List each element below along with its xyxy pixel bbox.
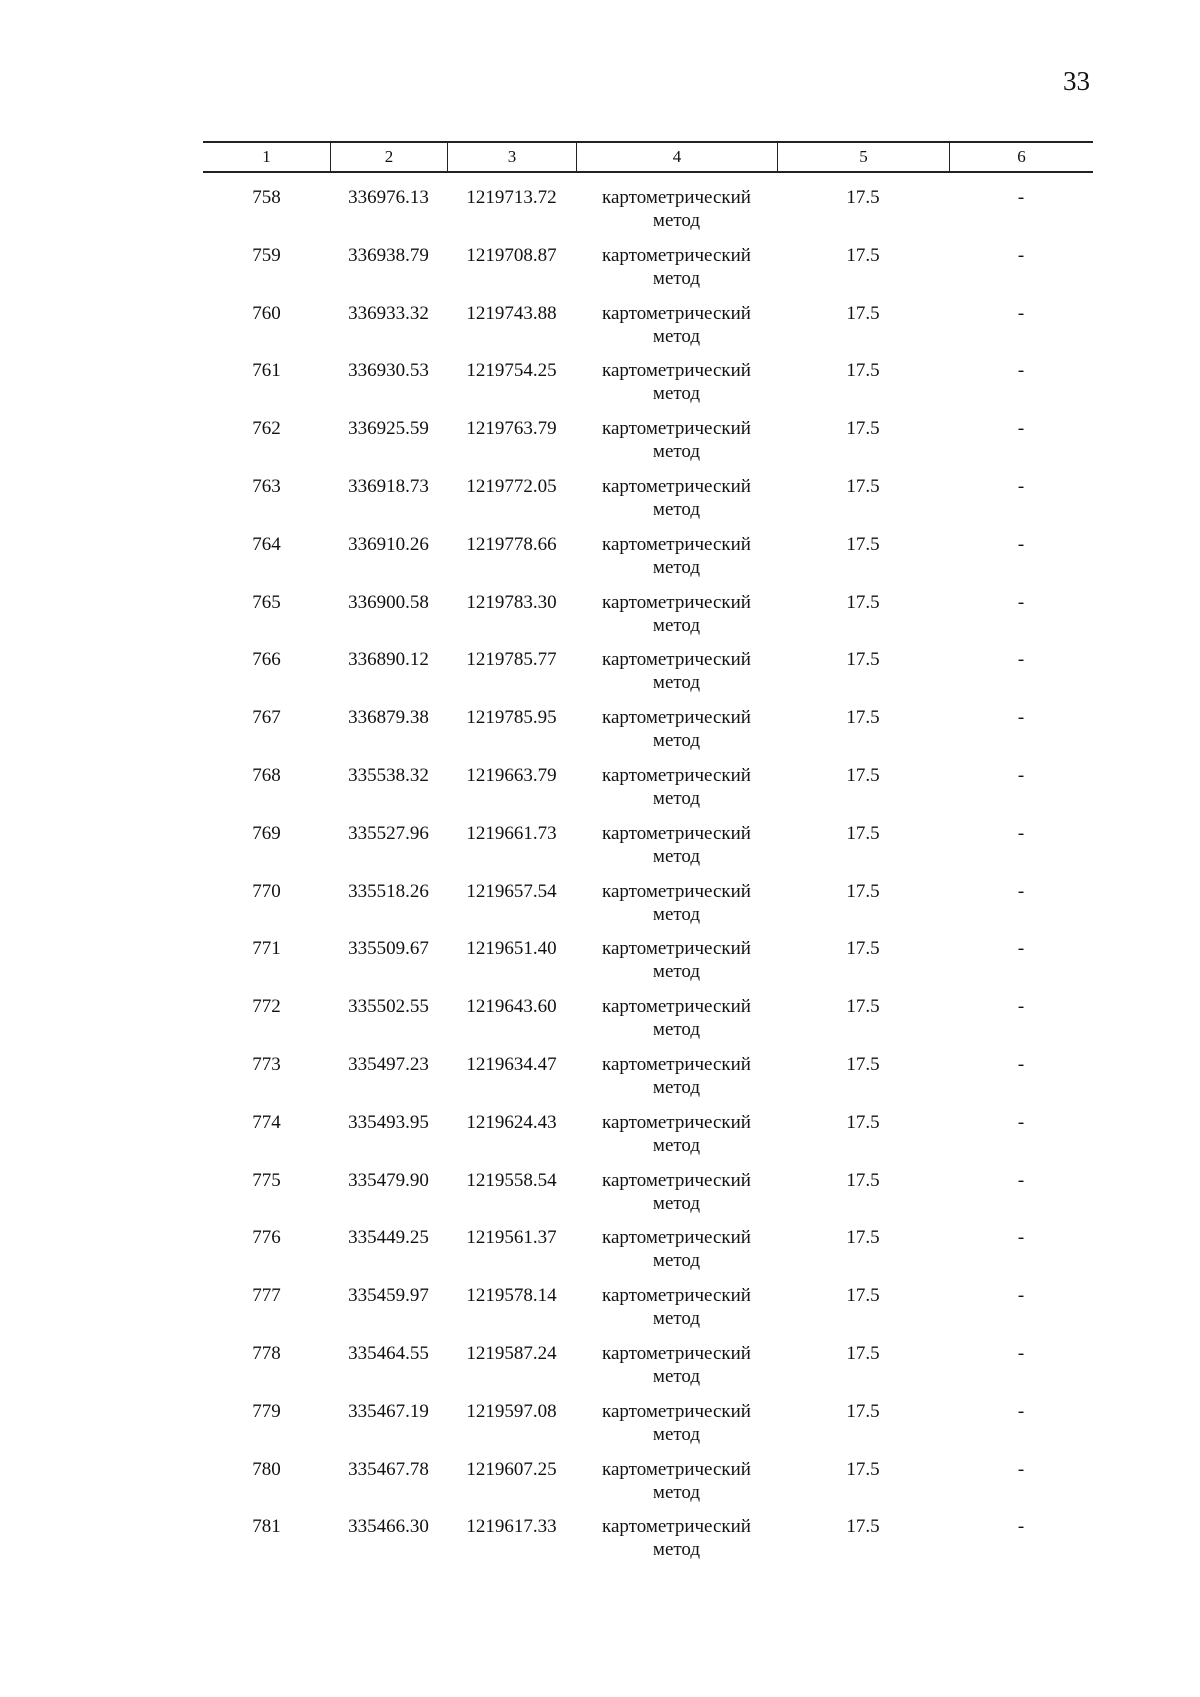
- method-cell: [576, 417, 777, 475]
- value-cell: 17.5: [846, 360, 880, 382]
- extra-cell: -: [1017, 649, 1025, 671]
- method-line-1: картометрический: [602, 302, 751, 324]
- method-line-1: картометрический: [602, 1227, 751, 1249]
- value-cell: 17.5: [846, 533, 880, 555]
- method-cell: [576, 533, 777, 591]
- table-row: [203, 1226, 1093, 1284]
- y-coordinate-cell: 1219785.95: [466, 707, 557, 729]
- table-row: [203, 533, 1093, 591]
- method-line-2: метод: [652, 498, 701, 520]
- method-cell: [576, 937, 777, 995]
- method-cell: [576, 764, 777, 822]
- method-line-2: метод: [652, 1423, 701, 1445]
- table-row: [203, 1515, 1093, 1573]
- extra-cell: -: [1017, 360, 1025, 382]
- y-coordinate-cell: 1219661.73: [466, 822, 557, 844]
- x-coordinate-cell: 336918.73: [348, 475, 429, 497]
- method-line-1: картометрический: [602, 591, 751, 613]
- table-row: [203, 706, 1093, 764]
- value-cell: 17.5: [846, 475, 880, 497]
- extra-cell: -: [1017, 1458, 1025, 1480]
- y-coordinate-cell: 1219643.60: [466, 996, 557, 1018]
- method-cell: [576, 302, 777, 360]
- value-cell: 17.5: [846, 707, 880, 729]
- extra-cell: -: [1017, 533, 1025, 555]
- table-row: [203, 1342, 1093, 1400]
- table-row: [203, 591, 1093, 649]
- x-coordinate-cell: 335464.55: [348, 1342, 429, 1364]
- method-line-2: метод: [652, 1308, 701, 1330]
- column-header-4: 4: [576, 143, 777, 171]
- extra-cell: -: [1017, 1227, 1025, 1249]
- point-number-cell: 781: [252, 1516, 281, 1538]
- point-number-cell: 774: [252, 1111, 281, 1133]
- point-number-cell: 778: [252, 1342, 281, 1364]
- column-header-2: 2: [330, 143, 447, 171]
- value-cell: 17.5: [846, 1053, 880, 1075]
- extra-cell: -: [1017, 996, 1025, 1018]
- method-line-1: картометрический: [602, 1111, 751, 1133]
- table-row: [203, 1458, 1093, 1516]
- extra-cell: -: [1017, 1111, 1025, 1133]
- y-coordinate-cell: 1219651.40: [466, 938, 557, 960]
- value-cell: 17.5: [846, 1516, 880, 1538]
- y-coordinate-cell: 1219578.14: [466, 1285, 557, 1307]
- value-cell: 17.5: [846, 302, 880, 324]
- method-cell: [576, 1111, 777, 1169]
- point-number-cell: 766: [252, 649, 281, 671]
- method-line-2: метод: [652, 903, 701, 925]
- method-line-1: картометрический: [602, 822, 751, 844]
- value-cell: 17.5: [846, 880, 880, 902]
- method-line-2: метод: [652, 672, 701, 694]
- table-row: [203, 244, 1093, 302]
- extra-cell: -: [1017, 938, 1025, 960]
- point-number-cell: 772: [252, 996, 281, 1018]
- extra-cell: -: [1017, 1400, 1025, 1422]
- method-line-1: картометрический: [602, 1285, 751, 1307]
- table-header: [203, 141, 1093, 173]
- method-line-1: картометрический: [602, 418, 751, 440]
- extra-cell: -: [1017, 764, 1025, 786]
- method-line-2: метод: [652, 845, 701, 867]
- method-cell: [576, 591, 777, 649]
- x-coordinate-cell: 335467.19: [348, 1400, 429, 1422]
- method-line-2: метод: [652, 1365, 701, 1387]
- point-number-cell: 758: [252, 187, 281, 208]
- y-coordinate-cell: 1219772.05: [466, 475, 557, 497]
- table-row: [203, 1400, 1093, 1458]
- table-row: [203, 995, 1093, 1053]
- point-number-cell: 779: [252, 1400, 281, 1422]
- extra-cell: -: [1017, 1053, 1025, 1075]
- y-coordinate-cell: 1219743.88: [466, 302, 557, 324]
- method-line-2: метод: [652, 1192, 701, 1214]
- x-coordinate-cell: 335502.55: [348, 996, 429, 1018]
- value-cell: 17.5: [846, 1111, 880, 1133]
- extra-cell: -: [1017, 475, 1025, 497]
- table-row: [203, 186, 1093, 244]
- page-number: 33: [1063, 66, 1090, 96]
- table-body: [203, 186, 1093, 1573]
- extra-cell: -: [1017, 591, 1025, 613]
- method-cell: [576, 706, 777, 764]
- method-line-2: метод: [652, 1481, 701, 1503]
- x-coordinate-cell: 335527.96: [348, 822, 429, 844]
- method-cell: [576, 822, 777, 880]
- method-cell: [576, 1342, 777, 1400]
- method-line-2: метод: [652, 1134, 701, 1156]
- method-line-1: картометрический: [602, 649, 751, 671]
- value-cell: 17.5: [846, 1342, 880, 1364]
- method-line-1: картометрический: [602, 707, 751, 729]
- method-line-2: метод: [652, 325, 701, 347]
- y-coordinate-cell: 1219587.24: [466, 1342, 557, 1364]
- y-coordinate-cell: 1219597.08: [466, 1400, 557, 1422]
- method-line-2: метод: [652, 787, 701, 809]
- value-cell: 17.5: [846, 591, 880, 613]
- table-row: [203, 764, 1093, 822]
- column-header-3: 3: [447, 143, 576, 171]
- table-row: [203, 475, 1093, 533]
- extra-cell: -: [1017, 707, 1025, 729]
- point-number-cell: 762: [252, 418, 281, 440]
- y-coordinate-cell: 1219624.43: [466, 1111, 557, 1133]
- method-line-1: картометрический: [602, 880, 751, 902]
- method-line-2: метод: [652, 730, 701, 752]
- y-coordinate-cell: 1219754.25: [466, 360, 557, 382]
- method-line-1: картометрический: [602, 1458, 751, 1480]
- method-line-2: метод: [652, 1250, 701, 1272]
- point-number-cell: 764: [252, 533, 281, 555]
- method-line-1: картометрический: [602, 360, 751, 382]
- x-coordinate-cell: 336933.32: [348, 302, 429, 324]
- point-number-cell: 776: [252, 1227, 281, 1249]
- table-row: [203, 937, 1093, 995]
- point-number-cell: 780: [252, 1458, 281, 1480]
- point-number-cell: 759: [252, 244, 281, 266]
- method-cell: [576, 1169, 777, 1227]
- method-cell: [576, 995, 777, 1053]
- x-coordinate-cell: 335459.97: [348, 1285, 429, 1307]
- y-coordinate-cell: 1219634.47: [466, 1053, 557, 1075]
- point-number-cell: 767: [252, 707, 281, 729]
- table-row: [203, 1169, 1093, 1227]
- value-cell: 17.5: [846, 996, 880, 1018]
- method-line-1: картометрический: [602, 938, 751, 960]
- value-cell: 17.5: [846, 187, 880, 208]
- x-coordinate-cell: 335466.30: [348, 1516, 429, 1538]
- method-cell: [576, 1284, 777, 1342]
- column-header-6: 6: [949, 143, 1093, 171]
- point-number-cell: 763: [252, 475, 281, 497]
- x-coordinate-cell: 335479.90: [348, 1169, 429, 1191]
- value-cell: 17.5: [846, 1458, 880, 1480]
- y-coordinate-cell: 1219657.54: [466, 880, 557, 902]
- value-cell: 17.5: [846, 1400, 880, 1422]
- x-coordinate-cell: 335493.95: [348, 1111, 429, 1133]
- value-cell: 17.5: [846, 418, 880, 440]
- method-cell: [576, 1515, 777, 1573]
- table-row: [203, 1284, 1093, 1342]
- value-cell: 17.5: [846, 1169, 880, 1191]
- extra-cell: -: [1017, 1169, 1025, 1191]
- point-number-cell: 761: [252, 360, 281, 382]
- x-coordinate-cell: 336910.26: [348, 533, 429, 555]
- method-cell: [576, 880, 777, 938]
- x-coordinate-cell: 335538.32: [348, 764, 429, 786]
- point-number-cell: 770: [252, 880, 281, 902]
- column-header-1: 1: [262, 147, 271, 166]
- table-row: [203, 359, 1093, 417]
- y-coordinate-cell: 1219783.30: [466, 591, 557, 613]
- method-cell: [576, 359, 777, 417]
- y-coordinate-cell: 1219763.79: [466, 418, 557, 440]
- x-coordinate-cell: 335449.25: [348, 1227, 429, 1249]
- extra-cell: -: [1017, 1342, 1025, 1364]
- x-coordinate-cell: 336930.53: [348, 360, 429, 382]
- method-line-2: метод: [652, 441, 701, 463]
- extra-cell: -: [1017, 1516, 1025, 1538]
- table-row: [203, 822, 1093, 880]
- method-cell: [576, 1400, 777, 1458]
- x-coordinate-cell: 335509.67: [348, 938, 429, 960]
- method-cell: [576, 1226, 777, 1284]
- method-cell: [576, 244, 777, 302]
- method-cell: [576, 648, 777, 706]
- value-cell: 17.5: [846, 938, 880, 960]
- y-coordinate-cell: 1219617.33: [466, 1516, 557, 1538]
- point-number-cell: 769: [252, 822, 281, 844]
- value-cell: 17.5: [846, 1227, 880, 1249]
- y-coordinate-cell: 1219607.25: [466, 1458, 557, 1480]
- method-cell: [576, 1458, 777, 1516]
- method-line-1: картометрический: [602, 187, 751, 208]
- method-line-2: метод: [652, 614, 701, 636]
- extra-cell: -: [1017, 244, 1025, 266]
- method-line-1: картометрический: [602, 1400, 751, 1422]
- y-coordinate-cell: 1219785.77: [466, 649, 557, 671]
- method-line-1: картометрический: [602, 1516, 751, 1538]
- point-number-cell: 760: [252, 302, 281, 324]
- method-line-1: картометрический: [602, 764, 751, 786]
- table-row: [203, 302, 1093, 360]
- extra-cell: -: [1017, 187, 1025, 208]
- x-coordinate-cell: 336925.59: [348, 418, 429, 440]
- point-number-cell: 775: [252, 1169, 281, 1191]
- x-coordinate-cell: 336900.58: [348, 591, 429, 613]
- column-header-5: 5: [777, 143, 949, 171]
- x-coordinate-cell: 335518.26: [348, 880, 429, 902]
- method-line-2: метод: [652, 1539, 701, 1561]
- x-coordinate-cell: 336976.13: [348, 187, 429, 208]
- x-coordinate-cell: 336938.79: [348, 244, 429, 266]
- table-row: [203, 1111, 1093, 1169]
- method-line-1: картометрический: [602, 475, 751, 497]
- y-coordinate-cell: 1219708.87: [466, 244, 557, 266]
- method-cell: [576, 186, 777, 244]
- table-row: [203, 1053, 1093, 1111]
- y-coordinate-cell: 1219713.72: [466, 187, 557, 208]
- method-line-1: картометрический: [602, 1053, 751, 1075]
- table-row: [203, 417, 1093, 475]
- point-number-cell: 771: [252, 938, 281, 960]
- y-coordinate-cell: 1219778.66: [466, 533, 557, 555]
- value-cell: 17.5: [846, 1285, 880, 1307]
- method-line-2: метод: [652, 1076, 701, 1098]
- method-line-1: картометрический: [602, 533, 751, 555]
- point-number-cell: 768: [252, 764, 281, 786]
- extra-cell: -: [1017, 822, 1025, 844]
- table-row: [203, 880, 1093, 938]
- method-cell: [576, 1053, 777, 1111]
- x-coordinate-cell: 335497.23: [348, 1053, 429, 1075]
- method-line-1: картометрический: [602, 1169, 751, 1191]
- y-coordinate-cell: 1219561.37: [466, 1227, 557, 1249]
- value-cell: 17.5: [846, 649, 880, 671]
- method-line-2: метод: [652, 267, 701, 289]
- extra-cell: -: [1017, 1285, 1025, 1307]
- method-line-1: картометрический: [602, 996, 751, 1018]
- extra-cell: -: [1017, 880, 1025, 902]
- method-line-2: метод: [652, 556, 701, 578]
- x-coordinate-cell: 335467.78: [348, 1458, 429, 1480]
- method-line-1: картометрический: [602, 1342, 751, 1364]
- method-line-1: картометрический: [602, 244, 751, 266]
- extra-cell: -: [1017, 302, 1025, 324]
- method-cell: [576, 475, 777, 533]
- point-number-cell: 765: [252, 591, 281, 613]
- value-cell: 17.5: [846, 764, 880, 786]
- method-line-2: метод: [652, 1019, 701, 1041]
- extra-cell: -: [1017, 418, 1025, 440]
- table-row: [203, 648, 1093, 706]
- point-number-cell: 773: [252, 1053, 281, 1075]
- method-line-2: метод: [652, 961, 701, 983]
- x-coordinate-cell: 336890.12: [348, 649, 429, 671]
- value-cell: 17.5: [846, 244, 880, 266]
- method-line-2: метод: [652, 383, 701, 405]
- value-cell: 17.5: [846, 822, 880, 844]
- method-line-2: метод: [652, 210, 701, 231]
- y-coordinate-cell: 1219663.79: [466, 764, 557, 786]
- x-coordinate-cell: 336879.38: [348, 707, 429, 729]
- y-coordinate-cell: 1219558.54: [466, 1169, 557, 1191]
- point-number-cell: 777: [252, 1285, 281, 1307]
